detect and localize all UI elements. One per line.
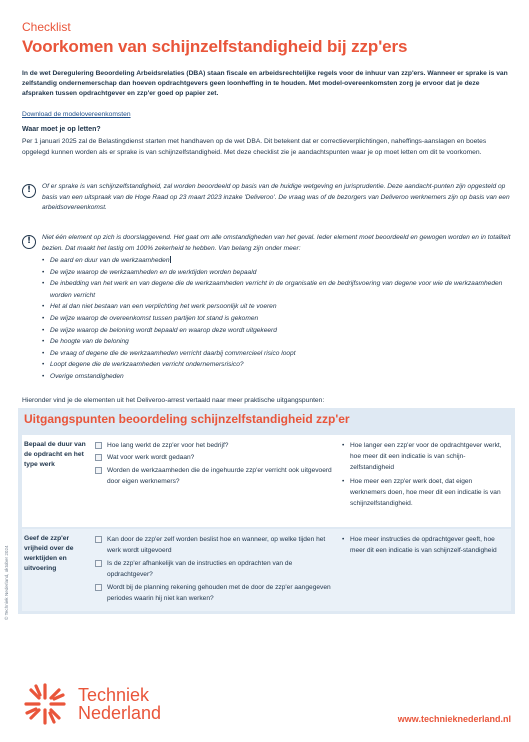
logo-line-1: Techniek: [78, 685, 150, 705]
list-item: • De vraag of degene die de werkzaamheden verricht daarbij commercieel risico loopt: [42, 348, 514, 360]
indication-list: [342, 534, 508, 558]
question-list: [95, 534, 333, 605]
download-model-agreements-link[interactable]: Download de modelovereenkomsten: [22, 111, 131, 118]
note-jurisprudence: [22, 182, 514, 214]
list-item: • De inbedding van het werk en van degene die de werkzaamheden verricht in de organisatie en de bedrijfsvoering van degene voor wie de werkzaamheden worden verricht: [42, 278, 514, 301]
list-item: • Het al dan niet bestaan van een verplichting het werk persoonlijk uit te voeren: [42, 301, 514, 313]
principles-panel: [18, 408, 515, 614]
row-label: Geef de zzp'er vrijheid over de werktijden en uitvoering: [24, 535, 74, 572]
row-label: Bepaal de duur van de opdracht en het type werk: [24, 441, 86, 468]
principle-row-duration: [22, 435, 511, 527]
note-text: Of er sprake is van schijnzelfstandigheid, zal worden beoordeeld op basis van de huidige wetgeving en jurisprudentie. Deze aandacht-punten zijn opgesteld op basis van een uitspraak van de Hoge Raad op 23 maart 2023 inzake 'Deliveroo'. De vraag was of de bezorgers van Deliveroo werknemers zijn op basis van een arbeidsovereenkomst.: [42, 183, 510, 211]
list-item: • Overige omstandigheden: [42, 371, 514, 383]
note-elements: [22, 233, 514, 383]
indication-item: • Hoe langer een zzp'er voor de opdrachtgever werkt, hoe meer dit een indicatie is van schijn-zelfstandigheid: [342, 440, 508, 474]
element-list: [42, 255, 514, 383]
list-item: • De wijze waarop de overeenkomst tussen partijen tot stand is gekomen: [42, 313, 514, 325]
indication-item: • Hoe meer instructies de opdrachtgever geeft, hoe meer dit een indicatie is van schijnzelf-standigheid: [342, 534, 508, 556]
section-heading-attention: Waar moet je op letten?: [22, 126, 101, 133]
indication-list: [342, 440, 508, 511]
list-item: • De hoogte van de beloning: [42, 336, 514, 348]
question-item: Worden de werkzaamheden die de ingehuurde zzp'er verricht ook uitgevoerd door eigen werknemers?: [95, 465, 333, 488]
list-item: • De wijze waarop de werkzaamheden en de werktijden worden bepaald: [42, 267, 514, 279]
text-cursor: [170, 256, 171, 263]
question-list: [95, 440, 333, 489]
lead-text: Hieronder vind je de elementen uit het Deliveroo-arrest vertaald naar meer praktische uitgangspunten:: [22, 397, 325, 404]
exclamation-icon: !: [22, 235, 36, 249]
question-item: Wordt bij de planning rekening gehouden met de door de zzp'er aangegeven periodes waarin hij niet kan werken?: [95, 582, 333, 605]
indication-item: • Hoe meer een zzp'er werk doet, dat eigen werknemers doen, hoe meer dit een indicatie is van schijnzelfstandigheid.: [342, 476, 508, 510]
logo-wordmark: [78, 686, 161, 722]
exclamation-icon: !: [22, 184, 36, 198]
principle-row-freedom: [22, 529, 511, 611]
question-item: Hoe lang werkt de zzp'er voor het bedrijf?: [95, 440, 333, 451]
attention-paragraph: Per 1 januari 2025 zal de Belastingdienst starten met handhaven op de wet DBA. Dit betekent dat er correctieverplichtingen, naheffings-aanslagen en boetes opgelegd kunnen worden als er sprake is van schijnzelfstandigheid. Met deze checklist zie je aandachtspunten waar je op moet letten om dit te voorkomen.: [22, 138, 487, 156]
list-item: • Loopt degene die de werkzaamheden verricht ondernemersrisico?: [42, 359, 514, 371]
note-body: [42, 233, 514, 383]
question-item: Wat voor werk wordt gedaan?: [95, 452, 333, 463]
checkbox[interactable]: [95, 560, 102, 567]
checkbox[interactable]: [95, 454, 102, 461]
panel-title: Uitgangspunten beoordeling schijnzelfstandigheid zzp'er: [24, 412, 350, 426]
page-title: Voorkomen van schijnzelfstandigheid bij zzp'ers: [22, 37, 408, 56]
checkbox[interactable]: [95, 536, 102, 543]
checkbox[interactable]: [95, 442, 102, 449]
website-link[interactable]: www.technieknederland.nl: [397, 714, 511, 724]
list-item: • De wijze waarop de beloning wordt bepaald en waarop deze wordt uitgekeerd: [42, 325, 514, 337]
logo-mark-icon: [22, 681, 68, 727]
intro-paragraph: In de wet Deregulering Beoordeling Arbeidsrelaties (DBA) staan fiscale en arbeidsrechtelijke regels voor de inhuur van zzp'ers. Wanneer er sprake is van zelfstandig ondernemerschap dan hoeven opdrachtgevers geen loonheffing in te houden. Met model-overeenkomsten zorg je ervoor dat je deze afspraken tussen opdrachtgever en zzp'er goed op papier zet.: [22, 70, 508, 97]
list-item: • De aard en duur van de werkzaamheden: [42, 255, 514, 267]
checkbox[interactable]: [95, 584, 102, 591]
note-text: Niet één element op zich is doorslaggevend. Het gaat om alle omstandigheden van het geval. Ieder element moet beoordeeld en gewogen worden en in totaliteit bezien. Dat maakt het lastig om 100% zekerheid te hebben. Van belang zijn onder meer:: [42, 234, 511, 252]
question-item: Is de zzp'er afhankelijk van de instructies en opdrachten van de opdrachtgever?: [95, 558, 333, 581]
techniek-nederland-logo: [22, 681, 161, 727]
copyright-note: © Techniek Nederland, oktober 2024: [4, 545, 9, 620]
checkbox[interactable]: [95, 467, 102, 474]
logo-line-2: Nederland: [78, 703, 162, 723]
question-item: Kan door de zzp'er zelf worden beslist hoe en wanneer, op welke tijden het werk wordt uitgevoerd: [95, 534, 333, 557]
eyebrow-label: Checklist: [22, 20, 71, 34]
